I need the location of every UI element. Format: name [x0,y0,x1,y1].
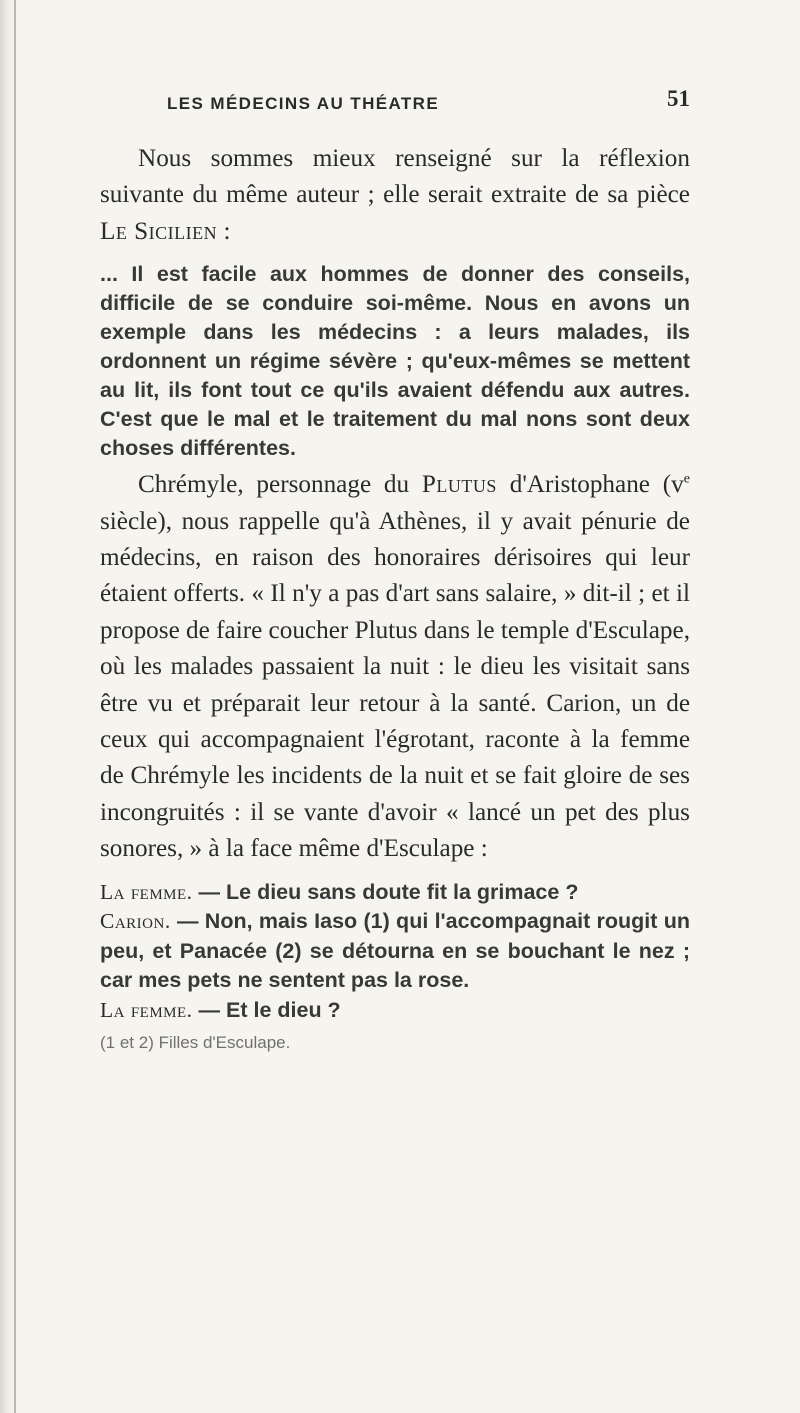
paragraph-part-2: d'Aristophane (v [496,471,684,499]
intro-end: : [217,217,231,245]
intro-text: Nous sommes mieux renseigné sur la réflexion suivante du même auteur ; elle serait extraite de sa pièce [100,145,690,209]
book-gutter-line [14,0,16,1413]
block-quote: ... Il est facile aux hommes de donner des conseils, difficile de se conduire soi-même. Nous en avons un exemple dans les médecins : a leurs malades, ils ordonnent un régime sévère ; qu'eux-mêmes se mettent au lit, ils font tout ce qu'ils avaient défendu aux autres. C'est que le mal et le traitement du mal nons sont deux choses différentes. [100,262,690,461]
speaker-name: La femme. [100,879,193,904]
speech-text: — Le dieu sans doute fit la grimace ? [192,879,579,904]
speaker-name: Carion. [100,909,171,934]
speech-text: — Et le dieu ? [192,997,341,1022]
speech-text: — Non, mais Iaso (1) qui l'accompagnait rougit un peu, et Panacée (2) se détourna en se bouchant le nez ; car mes pets ne sentent pas la rose. [100,909,690,993]
century-superscript: e [683,471,690,487]
book-page [100,84,690,1053]
footnote: (1 et 2) Filles d'Esculape. [100,1033,291,1053]
paragraph-part-1: Chrémyle, personnage du [138,471,422,499]
running-title: LES MÉDECINS AU THÉATRE [167,94,440,113]
play-title-le-sicilien: Le Sicilien [100,217,218,245]
paragraph-part-3: siècle), nous rappelle qu'à Athènes, il y avait pénurie de médecins, en raison des honoraires dérisoires qui leur étaient offerts. « Il n'y a pas d'art sans salaire, » dit-il ; et il propose de faire coucher Plutus dans le temple d'Esculape, où les malades passaient la nuit : le dieu les visitait sans être vu et préparait leur retour à la santé. Carion, un de ceux qui accompagnaient l'égrotant, raconte à la femme de Chrémyle les incidents de la nuit et se fait gloire de ses incongruités : il se vante d'avoir « lancé un pet des plus sonores, » à la face même d'Esculape : [100,507,690,863]
dialogue-block [100,878,690,1026]
speaker-name: La femme. [100,997,193,1022]
dialogue-line [100,878,690,908]
page-header [100,84,690,114]
intro-paragraph [100,141,690,250]
dialogue-line [100,996,690,1026]
plutus-paragraph [100,467,690,867]
dialogue-line [100,907,690,996]
play-title-plutus: Plutus [421,471,497,499]
page-number: 51 [667,86,690,111]
